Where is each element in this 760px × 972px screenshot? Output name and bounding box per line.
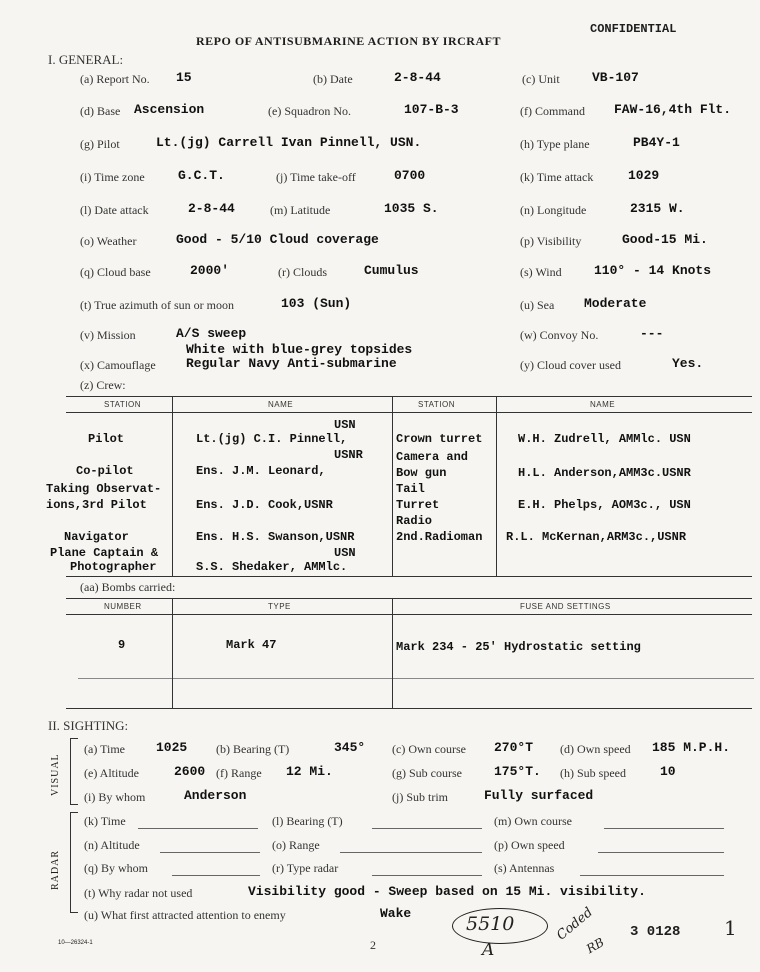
crew-station: Camera and <box>396 450 469 464</box>
handwritten-letter: A <box>482 940 495 960</box>
crew-station: Navigator <box>64 530 129 544</box>
radar-not-used-value: Visibility good - Sweep based on 15 Mi. visibility. <box>248 884 646 899</box>
crew-station: Radio <box>396 514 433 528</box>
latitude-label: (m) Latitude <box>270 203 331 217</box>
radar-type-label: (r) Type radar <box>272 861 339 875</box>
crew-name: Ens. J.M. Leonard, <box>196 464 326 478</box>
crew-name: E.H. Phelps, AOM3c., USN <box>518 498 691 512</box>
bombs-header-number: NUMBER <box>104 602 142 611</box>
time-zone-label: (i) Time zone <box>80 170 145 184</box>
crew-name-tag: USN <box>334 546 356 560</box>
type-plane-label: (h) Type plane <box>520 137 590 151</box>
sighted-by-label: (i) By whom <box>84 790 146 804</box>
visibility-label: (p) Visibility <box>520 234 582 248</box>
visibility-value: Good-15 Mi. <box>622 232 708 247</box>
crew-station: Photographer <box>70 560 157 574</box>
latitude-value: 1035 S. <box>384 201 439 216</box>
own-course-label: (c) Own course <box>392 742 466 756</box>
sea-value: Moderate <box>584 296 647 311</box>
radar-antennas-label: (s) Antennas <box>494 861 555 875</box>
sub-course-label: (g) Sub course <box>392 766 462 780</box>
serial-stamp: 3 0128 <box>630 924 681 940</box>
report-no-label: (a) Report No. <box>80 72 150 86</box>
time-attack-label: (k) Time attack <box>520 170 594 184</box>
sighting-range-value: 12 Mi. <box>286 764 333 779</box>
first-attracted-value: Wake <box>380 906 412 921</box>
bombs-type-value: Mark 47 <box>226 638 277 652</box>
radar-side-label: RADAR <box>50 849 61 890</box>
form-number: 10—26324-1 <box>58 940 93 946</box>
sighted-by-value: Anderson <box>184 788 247 803</box>
crew-header-name-1: NAME <box>268 400 294 409</box>
sub-speed-value: 10 <box>660 764 676 779</box>
report-no-value: 15 <box>176 70 192 85</box>
crew-station: Pilot <box>88 432 125 446</box>
handwritten-initials: RB <box>584 935 607 957</box>
mission-label: (v) Mission <box>80 328 136 342</box>
crew-name-tag: USN <box>334 418 356 432</box>
radar-bearing-label: (l) Bearing (T) <box>272 814 343 828</box>
longitude-value: 2315 W. <box>630 201 685 216</box>
crew-station: 2nd.Radioman <box>396 530 483 544</box>
sub-trim-label: (j) Sub trim <box>392 790 448 804</box>
cloud-base-label: (q) Cloud base <box>80 265 151 279</box>
sighting-bearing-label: (b) Bearing (T) <box>216 742 290 756</box>
sighting-time-label: (a) Time <box>84 742 126 756</box>
page-number: 2 <box>370 938 376 952</box>
crew-name-tag: USNR <box>334 448 363 462</box>
take-off-value: 0700 <box>394 168 426 183</box>
bombs-label: (aa) Bombs carried: <box>80 580 176 594</box>
wind-value: 110° - 14 Knots <box>594 263 712 278</box>
own-speed-value: 185 M.P.H. <box>652 740 731 755</box>
sea-label: (u) Sea <box>520 298 555 312</box>
clouds-value: Cumulus <box>364 263 419 278</box>
section-sighting-heading: II. SIGHTING: <box>48 718 129 733</box>
report-title: REPO OF ANTISUBMARINE ACTION BY IRCRAFT <box>196 34 501 48</box>
crew-header-station-2: STATION <box>418 400 455 409</box>
sub-speed-label: (h) Sub speed <box>560 766 626 780</box>
base-value: Ascension <box>134 102 205 117</box>
bombs-fuse-value: Mark 234 - 25' Hydrostatic setting <box>396 640 641 654</box>
crew-station: Taking Observat- <box>46 482 162 496</box>
first-attracted-label: (u) What first attracted attention to enemy <box>84 908 286 922</box>
sighting-altitude-label: (e) Altitude <box>84 766 139 780</box>
unit-label: (c) Unit <box>522 72 560 86</box>
weather-value: Good - 5/10 Cloud coverage <box>176 232 379 247</box>
wind-label: (s) Wind <box>520 265 562 279</box>
base-label: (d) Base <box>80 104 121 118</box>
crew-name: Ens. J.D. Cook,USNR <box>196 498 333 512</box>
command-label: (f) Command <box>520 104 585 118</box>
time-attack-value: 1029 <box>628 168 660 183</box>
convoy-label: (w) Convoy No. <box>520 328 599 342</box>
squadron-value: 107-B-3 <box>404 102 459 117</box>
longitude-label: (n) Longitude <box>520 203 587 217</box>
date-attack-value: 2-8-44 <box>188 201 235 216</box>
handwritten-coded-note: Coded <box>554 904 596 944</box>
date-attack-label: (l) Date attack <box>80 203 149 217</box>
handwritten-mark: 1 <box>724 916 737 940</box>
crew-station: ions,3rd Pilot <box>46 498 147 512</box>
camouflage-value-1: White with blue-grey topsides <box>186 342 413 357</box>
handwritten-number: 5510 <box>466 913 515 935</box>
crew-station: Turret <box>396 498 440 512</box>
radar-not-used-label: (t) Why radar not used <box>84 886 193 900</box>
type-plane-value: PB4Y-1 <box>633 135 680 150</box>
sighting-bearing-value: 345° <box>334 740 366 755</box>
sighting-altitude-value: 2600 <box>174 764 206 779</box>
own-speed-label: (d) Own speed <box>560 742 631 756</box>
crew-station: Crown turret <box>396 432 483 446</box>
classification-stamp: CONFIDENTIAL <box>590 22 677 36</box>
crew-label: (z) Crew: <box>80 378 126 392</box>
camouflage-label: (x) Camouflage <box>80 358 156 372</box>
crew-header-station-1: STATION <box>104 400 141 409</box>
crew-name: Lt.(jg) C.I. Pinnell, <box>196 432 348 446</box>
section-general-heading: I. GENERAL: <box>48 52 124 67</box>
bombs-header-type: TYPE <box>268 602 291 611</box>
mission-value: A/S sweep <box>176 326 247 341</box>
crew-name: R.L. McKernan,ARM3c.,USNR <box>506 530 687 544</box>
crew-name: Ens. H.S. Swanson,USNR <box>196 530 355 544</box>
bombs-header-fuse: FUSE AND SETTINGS <box>520 602 611 611</box>
crew-name: W.H. Zudrell, AMMlc. USN <box>518 432 691 446</box>
cloud-cover-label: (y) Cloud cover used <box>520 358 621 372</box>
date-value: 2-8-44 <box>394 70 441 85</box>
unit-value: VB-107 <box>592 70 639 85</box>
visual-side-label: VISUAL <box>50 753 61 796</box>
radar-range-label: (o) Range <box>272 838 320 852</box>
radar-own-course-label: (m) Own course <box>494 814 572 828</box>
crew-station: Plane Captain & <box>50 546 159 560</box>
radar-by-whom-label: (q) By whom <box>84 861 148 875</box>
sighting-range-label: (f) Range <box>216 766 262 780</box>
command-value: FAW-16,4th Flt. <box>614 102 732 117</box>
azimuth-value: 103 (Sun) <box>281 296 352 311</box>
sighting-time-value: 1025 <box>156 740 188 755</box>
clouds-label: (r) Clouds <box>278 265 327 279</box>
weather-label: (o) Weather <box>80 234 137 248</box>
radar-own-speed-label: (p) Own speed <box>494 838 565 852</box>
radar-altitude-label: (n) Altitude <box>84 838 140 852</box>
azimuth-label: (t) True azimuth of sun or moon <box>80 298 234 312</box>
crew-station: Tail <box>396 482 425 496</box>
crew-name: H.L. Anderson,AMM3c.USNR <box>518 466 691 480</box>
crew-station: Bow gun <box>396 466 447 480</box>
date-label: (b) Date <box>313 72 353 86</box>
bombs-number-value: 9 <box>118 638 126 652</box>
camouflage-value-2: Regular Navy Anti-submarine <box>186 356 397 371</box>
cloud-cover-value: Yes. <box>672 356 704 371</box>
take-off-label: (j) Time take-off <box>276 170 356 184</box>
own-course-value: 270°T <box>494 740 534 755</box>
sub-course-value: 175°T. <box>494 764 541 779</box>
crew-name: S.S. Shedaker, AMMlc. <box>196 560 348 574</box>
pilot-value: Lt.(jg) Carrell Ivan Pinnell, USN. <box>156 135 422 150</box>
crew-station: Co-pilot <box>76 464 134 478</box>
sub-trim-value: Fully surfaced <box>484 788 594 803</box>
convoy-value: --- <box>640 326 664 341</box>
squadron-label: (e) Squadron No. <box>268 104 351 118</box>
crew-header-name-2: NAME <box>590 400 616 409</box>
cloud-base-value: 2000' <box>190 263 230 278</box>
time-zone-value: G.C.T. <box>178 168 225 183</box>
pilot-label: (g) Pilot <box>80 137 120 151</box>
radar-time-label: (k) Time <box>84 814 126 828</box>
